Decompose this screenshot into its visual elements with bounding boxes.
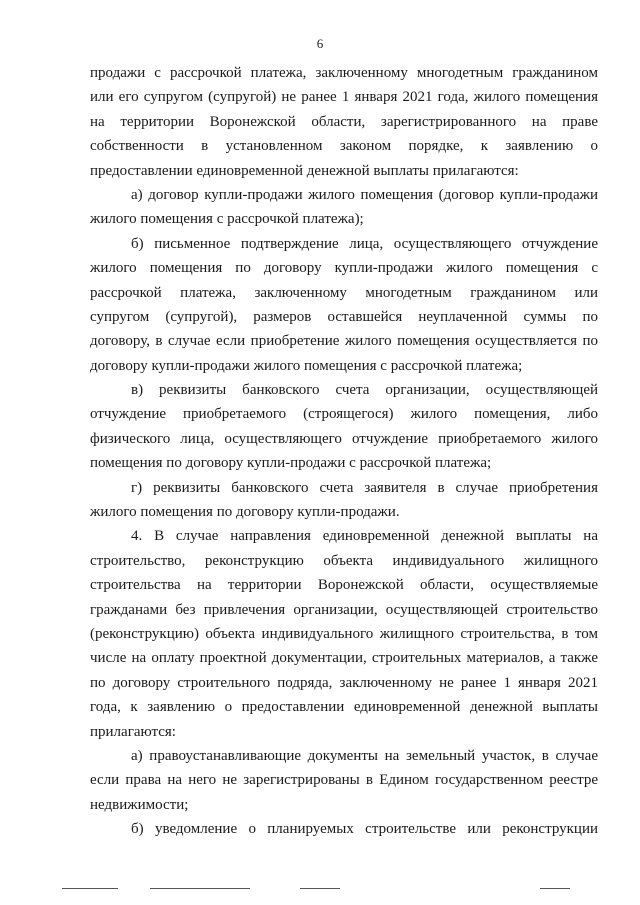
- text-line: а) правоустанавливающие документы на земельный участок, в случае: [131, 747, 598, 764]
- document-body: [90, 61, 598, 842]
- text-line: г) реквизиты банковского счета заявителя в случае приобретения: [131, 479, 598, 496]
- text-line: рассрочкой платежа, заключенному многодетным гражданином или: [90, 284, 598, 301]
- text-line: а) договор купли-продажи жилого помещения (договор купли-продажи: [131, 186, 598, 203]
- footer-rule-right: [540, 888, 570, 889]
- text-line: отчуждение приобретаемого (строящегося) жилого помещения, либо: [90, 406, 598, 423]
- text-line: жилого помещения по договору купли-продажи жилого помещения с: [90, 260, 598, 277]
- text-line: продажи с рассрочкой платежа, заключенному многодетным гражданином: [90, 65, 598, 81]
- text-line: прилагаются:: [90, 723, 176, 740]
- text-line: по договору строительного подряда, заключенному не ранее 1 января 2021: [90, 674, 598, 691]
- text-line: жилого помещения с рассрочкой платежа);: [90, 211, 364, 228]
- text-line: б) уведомление о планируемых строительстве или реконструкции: [131, 821, 598, 838]
- text-line: физического лица, осуществляющего отчуждение приобретаемого жилого: [90, 430, 598, 447]
- text-line: или его супругом (супругой) не ранее 1 января 2021 года, жилого помещения: [90, 89, 598, 106]
- text-line: строительство, реконструкцию объекта индивидуального жилищного: [90, 552, 598, 569]
- text-line: жилого помещения по договору купли-продажи.: [90, 504, 400, 521]
- text-line: (реконструкцию) объекта индивидуального жилищного строительства, в том: [90, 625, 598, 642]
- text-line: если права на него не зарегистрированы в Едином государственном реестре: [90, 772, 598, 789]
- page-number: 6: [316, 36, 324, 51]
- footer-rule-left: [62, 888, 118, 889]
- text-line: помещения по договору купли-продажи с рассрочкой платежа;: [90, 455, 492, 472]
- text-line: года, к заявлению о предоставлении единовременной денежной выплаты: [90, 699, 598, 716]
- text-line: б) письменное подтверждение лица, осуществляющего отчуждение: [131, 235, 598, 252]
- text-line: на территории Воронежской области, зарегистрированного на праве: [90, 113, 598, 130]
- text-line: собственности в установленном законом порядке, к заявлению о: [90, 138, 598, 155]
- footer-rule-center: [300, 888, 340, 889]
- text-line: договору, в случае если приобретение жилого помещения осуществляется по: [90, 333, 598, 350]
- footer-rule-center-left: [150, 888, 250, 889]
- text-line: договору купли-продажи жилого помещения с рассрочкой платежа;: [90, 357, 523, 374]
- text-line: гражданами без привлечения организации, осуществляющей строительство: [90, 601, 598, 618]
- text-line: в) реквизиты банковского счета организации, осуществляющей: [131, 382, 598, 399]
- text-line: предоставлении единовременной денежной выплаты прилагаются:: [90, 162, 519, 179]
- text-line: строительства на территории Воронежской области, осуществляемые: [90, 577, 598, 594]
- text-line: числе на оплату проектной документации, строительных материалов, а также: [90, 650, 598, 667]
- text-line: супругом (супругой), размеров оставшейся неуплаченной суммы по: [90, 308, 598, 325]
- text-line: недвижимости;: [90, 796, 189, 813]
- text-line: 4. В случае направления единовременной денежной выплаты на: [131, 528, 598, 545]
